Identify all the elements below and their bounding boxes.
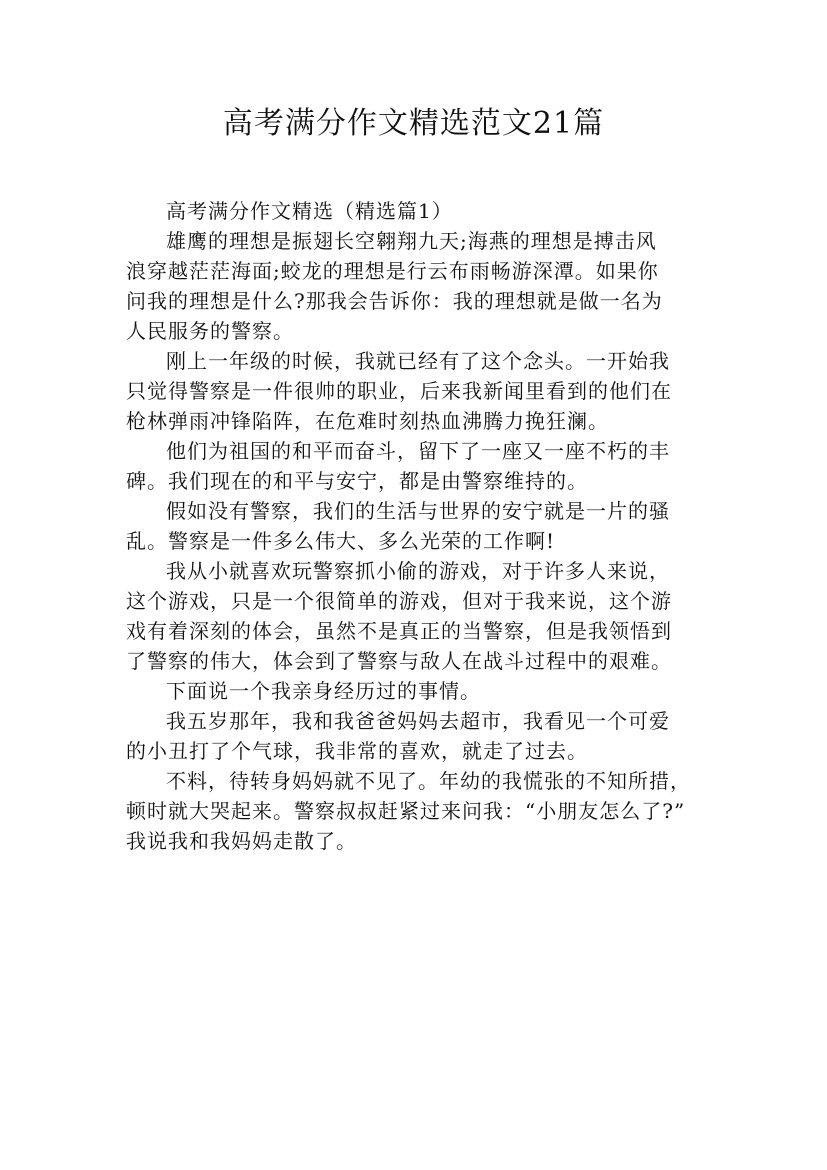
paragraph-line: 只觉得警察是一件很帅的职业，后来我新闻里看到的他们在	[126, 379, 672, 403]
paragraph-line: 浪穿越茫茫海面;蛟龙的理想是行云布雨畅游深潭。如果你	[126, 259, 659, 283]
paragraph-line: 假如没有警察，我们的生活与世界的安宁就是一片的骚	[166, 499, 670, 523]
paragraph-line: 我从小就喜欢玩警察抓小偷的游戏，对于许多人来说，	[166, 559, 670, 583]
paragraph-line: 刚上一年级的时候，我就已经有了这个念头。一开始我	[166, 349, 670, 373]
paragraph	[126, 766, 716, 856]
document-title: 高考满分作文精选范文21篇	[222, 106, 605, 141]
document-body	[126, 196, 716, 856]
paragraph-line: 枪林弹雨冲锋陷阵，在危难时刻热血沸腾力挽狂澜。	[126, 409, 609, 433]
paragraph	[126, 706, 716, 766]
paragraph-line: 我说我和我妈妈走散了。	[126, 829, 357, 853]
paragraph-line: 戏有着深刻的体会，虽然不是真正的当警察，但是我领悟到	[126, 619, 672, 643]
paragraph-line: 碑。我们现在的和平与安宁，都是由警察维持的。	[126, 469, 588, 493]
paragraph	[126, 496, 716, 556]
paragraph-line: 我五岁那年，我和我爸爸妈妈去超市，我看见一个可爱	[166, 709, 670, 733]
paragraph-line: 了警察的伟大，体会到了警察与敌人在战斗过程中的艰难。	[126, 649, 672, 673]
paragraph	[126, 436, 716, 496]
paragraph	[126, 346, 716, 436]
paragraph-line: 问我的理想是什么?那我会告诉你：我的理想就是做一名为	[126, 289, 663, 313]
paragraph-line: 顿时就大哭起来。警察叔叔赶紧过来问我：“小朋友怎么了?”	[126, 799, 686, 823]
paragraph-list	[126, 226, 716, 856]
paragraph	[126, 556, 716, 676]
paragraph-line: 人民服务的警察。	[126, 319, 294, 343]
paragraph-line: 雄鹰的理想是振翅长空翱翔九天;海燕的理想是搏击风	[166, 229, 657, 253]
paragraph	[126, 676, 716, 706]
paragraph-line: 乱。警察是一件多么伟大、多么光荣的工作啊!	[126, 529, 556, 553]
paragraph-line: 他们为祖国的和平而奋斗，留下了一座又一座不朽的丰	[166, 439, 670, 463]
paragraph	[126, 226, 716, 346]
paragraph-line: 这个游戏，只是一个很简单的游戏，但对于我来说，这个游	[126, 589, 672, 613]
paragraph-line: 的小丑打了个气球，我非常的喜欢，就走了过去。	[126, 739, 588, 763]
paragraph-line: 不料，待转身妈妈就不见了。年幼的我慌张的不知所措，	[166, 769, 691, 793]
paragraph-line: 下面说一个我亲身经历过的事情。	[166, 679, 481, 703]
section-heading: 高考满分作文精选（精选篇1）	[166, 199, 453, 223]
